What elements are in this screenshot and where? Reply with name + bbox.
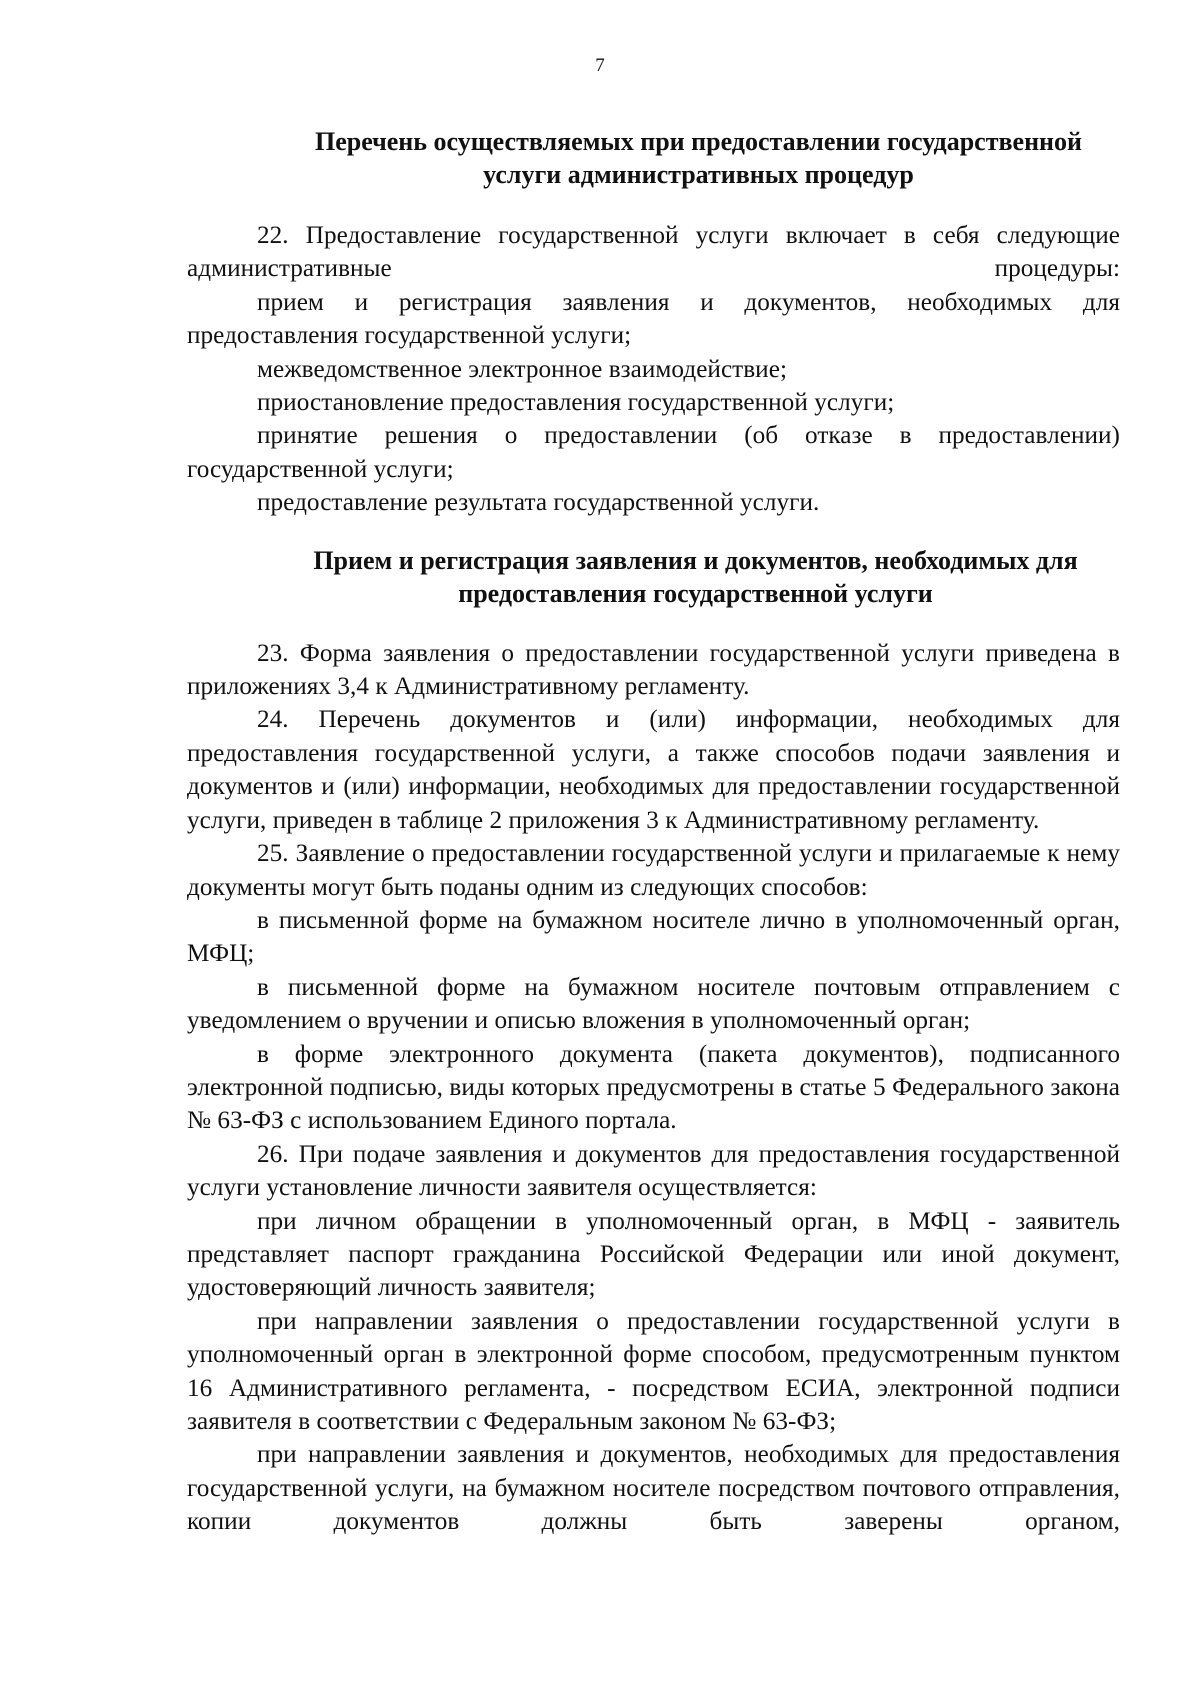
heading-line: Прием и регистрация заявления и документов, необходимых для bbox=[313, 545, 1078, 575]
paragraph: 26. При подаче заявления и документов для предоставления государственной услуги установление личности заявителя осуществляется: bbox=[187, 1140, 1120, 1202]
paragraph: принятие решения о предоставлении (об отказе в предоставлении) государственной услуги; bbox=[187, 422, 1120, 483]
section-heading-reception bbox=[187, 544, 1120, 610]
paragraph: в письменной форме на бумажном носителе лично в уполномоченный орган, МФЦ; bbox=[187, 906, 1120, 968]
heading-line: предоставления государственной услуги bbox=[458, 578, 933, 608]
section-heading-procedures bbox=[187, 125, 1120, 191]
paragraph: приостановление предоставления государственной услуги; bbox=[257, 389, 895, 417]
paragraph: 23. Форма заявления о предоставлении государственной услуги приведена в приложениях 3,4 к Административному регламенту. bbox=[187, 639, 1120, 701]
paragraph: межведомственное электронное взаимодействие; bbox=[257, 355, 787, 383]
heading-line: услуги административных процедур bbox=[483, 160, 914, 189]
page-number: 7 bbox=[595, 55, 605, 76]
document-body bbox=[187, 125, 1120, 1539]
paragraph: при личном обращении в уполномоченный орган, в МФЦ - заявитель представляет паспорт гражданина Российской Федерации или иной документ, удостоверяющий личность заявителя; bbox=[187, 1207, 1120, 1302]
paragraph: в письменной форме на бумажном носителе почтовым отправлением с уведомлением о вручении и описью вложения в уполномоченный орган; bbox=[187, 973, 1120, 1035]
paragraph: 25. Заявление о предоставлении государственной услуги и прилагаемые к нему документы могут быть поданы одним из следующих способов: bbox=[187, 840, 1120, 901]
paragraph: при направлении заявления и документов, необходимых для предоставления государственной услуги, на бумажном носителе посредством почтового отправления, копии документов должны быть заверены органом, bbox=[187, 1441, 1120, 1536]
paragraph: при направлении заявления о предоставлении государственной услуги в уполномоченный орган в электронной форме способом, предусмотренным пунктом 16 Административного регламента, - посредством ЕСИА, электронной подписи заявителя в соответствии с Федеральным законом № 63-ФЗ; bbox=[187, 1307, 1120, 1435]
paragraph: 22. Предоставление государственной услуги включает в себя следующие административные процедуры: bbox=[187, 222, 1120, 283]
paragraph: 24. Перечень документов и (или) информации, необходимых для предоставления государственной услуги, а также способов подачи заявления и документов и (или) информации, необходимых для предоставлении государственной услуги, приведен в таблице 2 приложения 3 к Административному регламенту. bbox=[187, 706, 1120, 834]
paragraph: в форме электронного документа (пакета документов), подписанного электронной подписью, виды которых предусмотрены в статье 5 Федерального закона № 63-ФЗ с использованием Единого портала. bbox=[187, 1040, 1120, 1135]
paragraph: предоставление результата государственной услуги. bbox=[257, 489, 820, 517]
heading-line: Перечень осуществляемых при предоставлении государственной bbox=[314, 127, 1083, 156]
paragraph: прием и регистрация заявления и документов, необходимых для предоставления государственной услуги; bbox=[187, 288, 1120, 350]
